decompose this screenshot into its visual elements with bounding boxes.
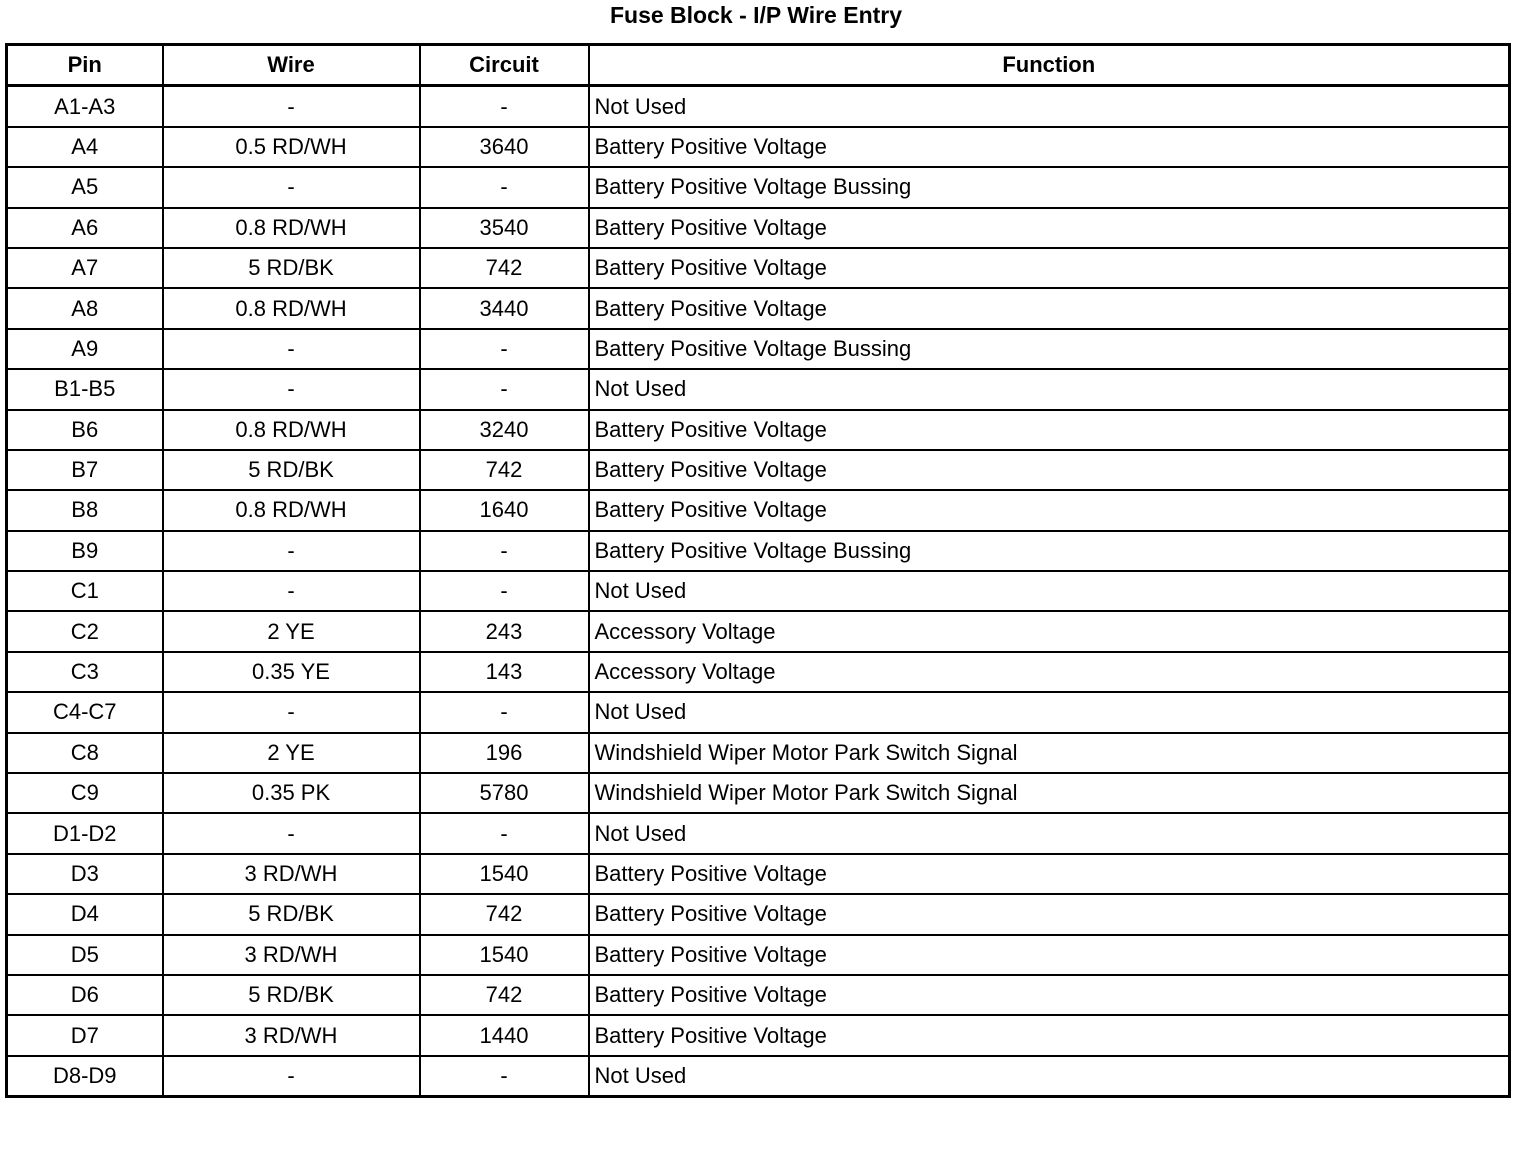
function-cell: Battery Positive Voltage xyxy=(589,208,1510,248)
pin-cell: B6 xyxy=(7,410,163,450)
table-row xyxy=(7,127,1510,167)
table-row xyxy=(7,773,1510,813)
function-cell: Accessory Voltage xyxy=(589,652,1510,692)
wire-cell: 5 RD/BK xyxy=(163,975,420,1015)
pin-cell: C4-C7 xyxy=(7,692,163,732)
function-cell: Battery Positive Voltage xyxy=(589,410,1510,450)
table-row xyxy=(7,490,1510,530)
function-cell: Not Used xyxy=(589,571,1510,611)
wire-cell: 3 RD/WH xyxy=(163,1015,420,1055)
table-row xyxy=(7,571,1510,611)
function-cell: Battery Positive Voltage xyxy=(589,975,1510,1015)
table-row xyxy=(7,86,1510,127)
pin-cell: D6 xyxy=(7,975,163,1015)
circuit-cell: 3540 xyxy=(420,208,589,248)
circuit-cell: - xyxy=(420,531,589,571)
circuit-cell: - xyxy=(420,369,589,409)
table-row xyxy=(7,531,1510,571)
pin-cell: D1-D2 xyxy=(7,813,163,853)
table-row xyxy=(7,733,1510,773)
wire-cell: 5 RD/BK xyxy=(163,894,420,934)
pin-cell: C9 xyxy=(7,773,163,813)
function-cell: Not Used xyxy=(589,1056,1510,1097)
wire-cell: - xyxy=(163,571,420,611)
wire-cell: 2 YE xyxy=(163,611,420,651)
circuit-cell: 742 xyxy=(420,248,589,288)
circuit-cell: 3240 xyxy=(420,410,589,450)
function-cell: Battery Positive Voltage xyxy=(589,288,1510,328)
wire-cell: 0.8 RD/WH xyxy=(163,410,420,450)
header-wire: Wire xyxy=(163,45,420,86)
table-row xyxy=(7,369,1510,409)
table-row xyxy=(7,450,1510,490)
function-cell: Not Used xyxy=(589,692,1510,732)
pin-cell: B1-B5 xyxy=(7,369,163,409)
table-body xyxy=(7,86,1510,1097)
wire-cell: - xyxy=(163,813,420,853)
wire-cell: 0.5 RD/WH xyxy=(163,127,420,167)
wire-cell: 3 RD/WH xyxy=(163,854,420,894)
function-cell: Battery Positive Voltage Bussing xyxy=(589,329,1510,369)
circuit-cell: - xyxy=(420,329,589,369)
table-row xyxy=(7,652,1510,692)
pin-cell: B7 xyxy=(7,450,163,490)
circuit-cell: - xyxy=(420,692,589,732)
circuit-cell: 196 xyxy=(420,733,589,773)
pin-cell: D8-D9 xyxy=(7,1056,163,1097)
function-cell: Windshield Wiper Motor Park Switch Signal xyxy=(589,733,1510,773)
table-row xyxy=(7,1056,1510,1097)
wire-cell: 3 RD/WH xyxy=(163,935,420,975)
wire-cell: 5 RD/BK xyxy=(163,450,420,490)
pin-cell: D7 xyxy=(7,1015,163,1055)
circuit-cell: 1540 xyxy=(420,935,589,975)
pin-cell: A5 xyxy=(7,167,163,207)
circuit-cell: 1440 xyxy=(420,1015,589,1055)
function-cell: Battery Positive Voltage xyxy=(589,450,1510,490)
wire-cell: 0.8 RD/WH xyxy=(163,288,420,328)
table-row xyxy=(7,410,1510,450)
pin-cell: D3 xyxy=(7,854,163,894)
circuit-cell: - xyxy=(420,571,589,611)
function-cell: Battery Positive Voltage Bussing xyxy=(589,167,1510,207)
function-cell: Battery Positive Voltage Bussing xyxy=(589,531,1510,571)
pin-cell: C8 xyxy=(7,733,163,773)
header-row xyxy=(7,45,1510,86)
function-cell: Not Used xyxy=(589,86,1510,127)
pin-cell: A9 xyxy=(7,329,163,369)
pin-cell: A1-A3 xyxy=(7,86,163,127)
header-pin: Pin xyxy=(7,45,163,86)
circuit-cell: 742 xyxy=(420,975,589,1015)
pin-cell: A8 xyxy=(7,288,163,328)
function-cell: Battery Positive Voltage xyxy=(589,127,1510,167)
circuit-cell: 5780 xyxy=(420,773,589,813)
pin-table xyxy=(5,43,1511,1098)
pin-cell: B9 xyxy=(7,531,163,571)
table-row xyxy=(7,854,1510,894)
pin-cell: A7 xyxy=(7,248,163,288)
circuit-cell: - xyxy=(420,86,589,127)
circuit-cell: 3440 xyxy=(420,288,589,328)
function-cell: Battery Positive Voltage xyxy=(589,854,1510,894)
pin-cell: D4 xyxy=(7,894,163,934)
wire-cell: 5 RD/BK xyxy=(163,248,420,288)
wire-cell: - xyxy=(163,1056,420,1097)
header-function: Function xyxy=(589,45,1510,86)
table-row xyxy=(7,813,1510,853)
function-cell: Not Used xyxy=(589,813,1510,853)
pin-cell: A4 xyxy=(7,127,163,167)
circuit-cell: 742 xyxy=(420,894,589,934)
circuit-cell: 243 xyxy=(420,611,589,651)
wire-cell: - xyxy=(163,369,420,409)
table-row xyxy=(7,894,1510,934)
function-cell: Battery Positive Voltage xyxy=(589,935,1510,975)
pin-cell: C2 xyxy=(7,611,163,651)
header-circuit: Circuit xyxy=(420,45,589,86)
wire-cell: 2 YE xyxy=(163,733,420,773)
circuit-cell: - xyxy=(420,1056,589,1097)
circuit-cell: 742 xyxy=(420,450,589,490)
wire-cell: 0.35 YE xyxy=(163,652,420,692)
function-cell: Battery Positive Voltage xyxy=(589,248,1510,288)
table-row xyxy=(7,167,1510,207)
wire-cell: 0.35 PK xyxy=(163,773,420,813)
table-row xyxy=(7,611,1510,651)
pin-cell: A6 xyxy=(7,208,163,248)
table-row xyxy=(7,208,1510,248)
function-cell: Windshield Wiper Motor Park Switch Signal xyxy=(589,773,1510,813)
table-row xyxy=(7,935,1510,975)
table-header xyxy=(7,45,1510,86)
wire-cell: 0.8 RD/WH xyxy=(163,208,420,248)
circuit-cell: 1640 xyxy=(420,490,589,530)
wire-cell: - xyxy=(163,692,420,732)
function-cell: Battery Positive Voltage xyxy=(589,490,1510,530)
function-cell: Not Used xyxy=(589,369,1510,409)
function-cell: Accessory Voltage xyxy=(589,611,1510,651)
circuit-cell: 143 xyxy=(420,652,589,692)
table-row xyxy=(7,288,1510,328)
circuit-cell: 3640 xyxy=(420,127,589,167)
wire-cell: - xyxy=(163,329,420,369)
circuit-cell: - xyxy=(420,167,589,207)
wire-cell: 0.8 RD/WH xyxy=(163,490,420,530)
circuit-cell: 1540 xyxy=(420,854,589,894)
table-row xyxy=(7,329,1510,369)
table-row xyxy=(7,248,1510,288)
pin-cell: B8 xyxy=(7,490,163,530)
circuit-cell: - xyxy=(420,813,589,853)
table-row xyxy=(7,692,1510,732)
pin-cell: D5 xyxy=(7,935,163,975)
wire-cell: - xyxy=(163,86,420,127)
wire-cell: - xyxy=(163,531,420,571)
table-row xyxy=(7,975,1510,1015)
pin-cell: C3 xyxy=(7,652,163,692)
function-cell: Battery Positive Voltage xyxy=(589,894,1510,934)
page-title: Fuse Block - I/P Wire Entry xyxy=(609,2,903,28)
table-row xyxy=(7,1015,1510,1055)
function-cell: Battery Positive Voltage xyxy=(589,1015,1510,1055)
pin-cell: C1 xyxy=(7,571,163,611)
wire-cell: - xyxy=(163,167,420,207)
